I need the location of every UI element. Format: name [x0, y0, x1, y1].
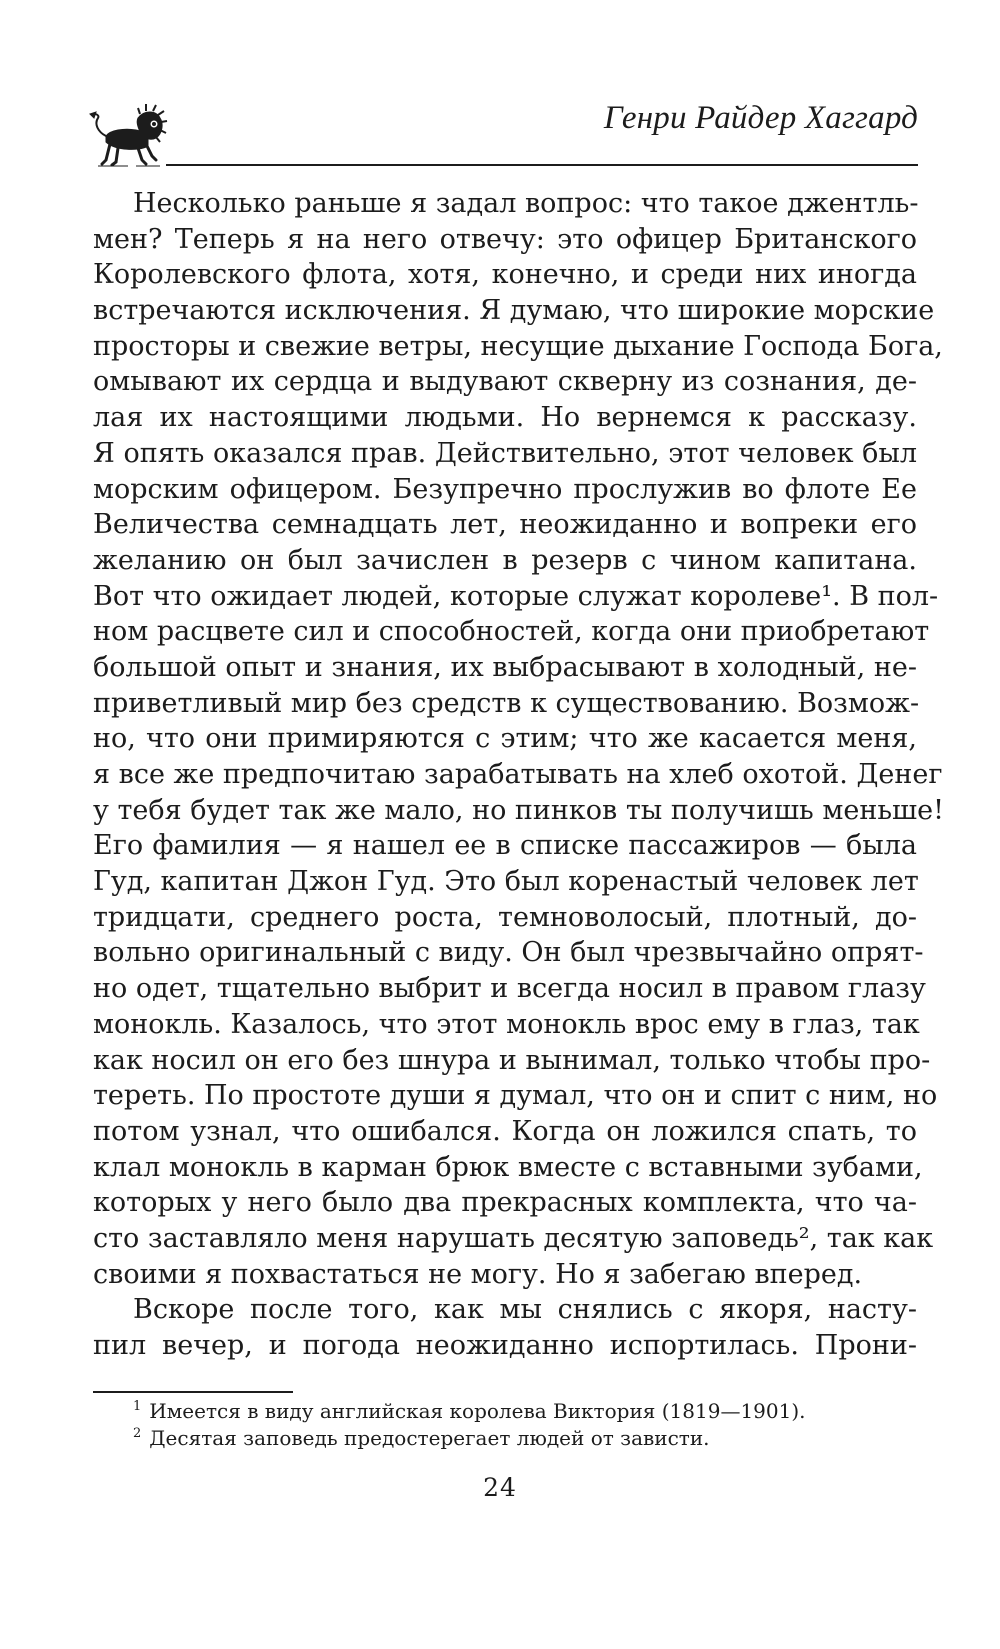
text-line: ном расцвете сил и способностей, когда они приобретают — [93, 616, 930, 648]
text-line: большой опыт и знания, их выбрасывают в холодный, не- — [93, 651, 917, 683]
text-line: пил вечер, и погода неожиданно испортилась. Прони- — [93, 1330, 917, 1361]
text-line: Гуд, капитан Джон Гуд. Это был коренастый человек лет — [93, 866, 919, 898]
text-line: омывают их сердца и выдувают скверну из сознания, де- — [93, 366, 917, 398]
footnote-text: Имеется в виду английская королева Виктория (1819—1901). — [149, 1399, 806, 1423]
text-line: лая их настоящими людьми. Но вернемся к рассказу. — [93, 402, 917, 434]
footnote — [93, 1425, 917, 1452]
text-line: своими я похвастаться не могу. Но я забегаю вперед. — [93, 1258, 863, 1290]
text-line: Величества семнадцать лет, неожиданно и вопреки его — [93, 509, 917, 541]
author-name: Генри Райдер Хаггард — [603, 100, 918, 136]
text-line: монокль. Казалось, что этот монокль врос ему в глаз, так — [93, 1008, 920, 1040]
text-line: Его фамилия — я нашел ее в списке пассажиров — была — [93, 830, 917, 862]
text-line: просторы и свежие ветры, несущие дыхание Господа Бога, — [93, 330, 943, 362]
paragraph — [93, 186, 944, 1292]
text-line: тереть. По простоте души я думал, что он и спит с ним, но — [93, 1080, 938, 1112]
text-line: морским офицером. Безупречно прослужив во флоте Ее — [93, 473, 917, 505]
text-line: сто заставляло меня нарушать десятую заповедь², так как — [93, 1222, 934, 1254]
footnote-text: Десятая заповедь предостерегает людей от зависти. — [149, 1426, 710, 1450]
text-line: потом узнал, что ошибался. Когда он ложился спать, то — [93, 1115, 917, 1147]
header-rule — [166, 164, 918, 166]
text-line: приветливый мир без средств к существованию. Возмож- — [93, 687, 920, 719]
body-text — [93, 186, 944, 1364]
text-line: Вскоре после того, как мы снялись с якоря, насту- — [133, 1294, 917, 1326]
lion-emblem-icon — [88, 102, 168, 168]
paragraph — [93, 1292, 917, 1363]
footnote — [93, 1398, 917, 1425]
text-line: встречаются исключения. Я думаю, что широкие морские — [93, 295, 935, 327]
text-line: но, что они примиряются с этим; что же касается меня, — [93, 723, 917, 755]
running-header — [88, 92, 918, 172]
text-line: но одет, тщательно выбрит и всегда носил в правом глазу — [93, 973, 926, 1005]
text-line: я все же предпочитаю зарабатывать на хлеб охотой. Денег — [93, 759, 943, 790]
text-line: у тебя будет так же мало, но пинков ты получишь меньше! — [93, 794, 944, 826]
footnote-mark: 1 — [133, 1399, 142, 1415]
footnote-mark: 2 — [133, 1426, 142, 1442]
text-line: желанию он был зачислен в резерв с чином капитана. — [93, 544, 917, 576]
text-line: Несколько раньше я задал вопрос: что такое джентль- — [133, 188, 919, 219]
text-line: которых у него было два прекрасных комплекта, что ча- — [93, 1187, 917, 1219]
text-line: клал монокль в карман брюк вместе с вставными зубами, — [93, 1151, 923, 1183]
footnote-rule — [93, 1391, 293, 1393]
footnotes — [93, 1398, 917, 1452]
page-number: 24 — [483, 1473, 517, 1502]
text-line: вольно оригинальный с виду. Он был чрезвычайно опрят- — [93, 937, 924, 969]
text-line: Королевского флота, хотя, конечно, и среди них иногда — [93, 259, 917, 291]
text-line: Вот что ожидает людей, которые служат королеве¹. В пол- — [93, 580, 939, 612]
text-line: тридцати, среднего роста, темноволосый, плотный, до- — [93, 901, 917, 933]
text-line: Я опять оказался прав. Действительно, этот человек был — [93, 437, 917, 469]
text-line: как носил он его без шнура и вынимал, только чтобы про- — [93, 1044, 931, 1076]
text-line: мен? Теперь я на него отвечу: это офицер Британского — [93, 223, 917, 255]
